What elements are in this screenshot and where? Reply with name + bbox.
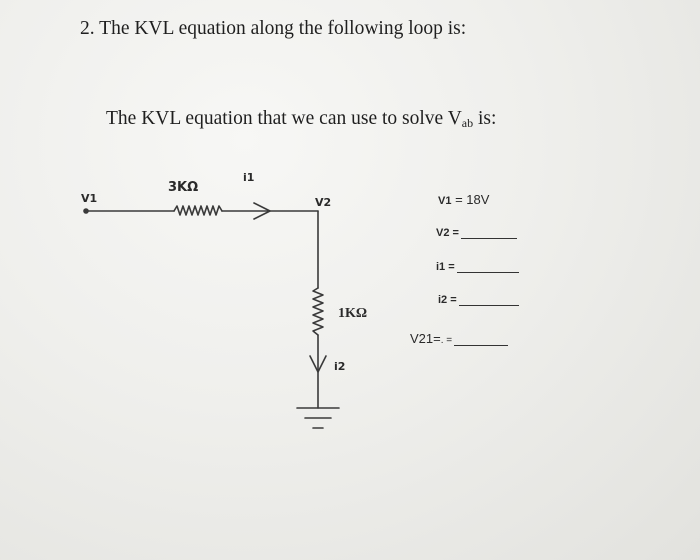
i2-answer-label: i2 = <box>438 294 457 306</box>
subquestion-body: The KVL equation that we can use to solve V <box>106 108 462 129</box>
v1-answer-value: = 18V <box>455 192 490 207</box>
i2-answer-row <box>438 294 519 306</box>
v2-answer-blank[interactable] <box>461 237 517 239</box>
i2-answer-blank[interactable] <box>459 304 519 306</box>
top-resistor <box>174 206 222 215</box>
i1-answer-row <box>436 261 519 273</box>
i2-label: i2 <box>334 360 346 373</box>
resistor-1k-label: 1KΩ <box>338 306 368 321</box>
v21-answer-label: V21= <box>410 331 441 346</box>
question-body: The KVL equation along the following loop is: <box>99 18 467 39</box>
i1-answer-blank[interactable] <box>457 271 519 273</box>
i1-label: i1 <box>243 171 255 184</box>
v1-answer-label: V1 <box>438 195 452 207</box>
v1-node-label: V1 <box>81 192 98 205</box>
resistor-3k-label: 3KΩ <box>168 180 199 195</box>
v2-answer-label: V2 = <box>436 227 459 239</box>
v2-node-label: V2 <box>315 196 332 209</box>
v1-value-row <box>438 192 489 207</box>
subquestion-subscript: ab <box>461 116 474 130</box>
v21-answer-suffix: . = <box>440 335 453 346</box>
v21-answer-row <box>410 331 508 346</box>
subquestion-tail: is: <box>473 108 497 129</box>
vertical-resistor <box>313 288 323 335</box>
question-number: 2. <box>80 18 95 39</box>
i1-answer-label: i1 = <box>436 261 455 273</box>
v21-answer-blank[interactable] <box>454 344 508 346</box>
v2-answer-row <box>436 227 517 239</box>
